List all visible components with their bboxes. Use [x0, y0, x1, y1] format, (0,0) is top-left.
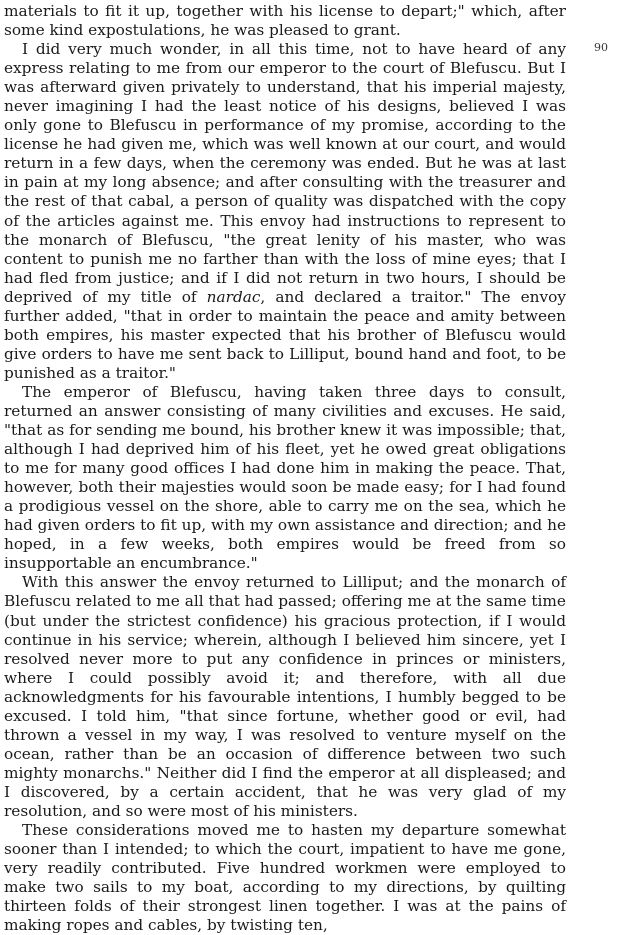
italic-term: nardac — [206, 287, 261, 306]
paragraph-text: I did very much wonder, in all this time, not to have heard of any express relating to me from our emperor to the court of Blefuscu. But I was afterward given privately to understand, that his imperial majesty, never imagining I had the least notice of his designs, believed I was only gone to Blefuscu in performance of my promise, according to the license he had given me, which was well known at our court, and would return in a few days, when the ceremony was ended. But he was at last in pain at my long absence; and after consulting with the treasurer and the rest of that cabal, a person of quality was dispatched with the copy of the articles against me. This envoy had instructions to represent to the monarch of Blefuscu, "the great lenity of his master, who was content to punish me no farther than with the loss of mine eyes; that I had fled from justice; and if I did not return in two hours, I should be deprived of my title of — [4, 40, 566, 306]
body-text — [4, 2, 566, 935]
paragraph-text: , and declared a traitor." The envoy further added, "that in order to maintain the peace and amity between both empires, his master expected that his brother of Blefuscu would give orders to have me sent back to Lilliput, bound hand and foot, to be punished as a traitor." — [4, 287, 566, 382]
page-number: 90 — [594, 41, 608, 54]
paragraph-envoy-express — [4, 40, 566, 383]
paragraph-emperor-answer: The emperor of Blefuscu, having taken three days to consult, returned an answer consisting of many civilities and excuses. He said, "that as for sending me bound, his brother knew it was impossible; that, although I had deprived him of his fleet, yet he owed great obligations to me for many good offices I had done him in making the peace. That, however, both their majesties would soon be made easy; for I had found a prodigious vessel on the shore, able to carry me on the sea, which he had given orders to fit up, with my own assistance and direction; and he hoped, in a few weeks, both empires would be freed from so insupportable an encumbrance." — [4, 382, 566, 573]
paragraph-continued: materials to fit it up, together with his license to depart;" which, after some kind expostulations, he was pleased to grant. — [4, 2, 566, 40]
paragraph-departure: These considerations moved me to hasten my departure somewhat sooner than I intended; to which the court, impatient to have me gone, very readily contributed. Five hundred workmen were employed to make two sails to my boat, according to my directions, by quilting thirteen folds of their strongest linen together. I was at the pains of making ropes and cables, by twisting ten, — [4, 821, 566, 935]
paragraph-envoy-return: With this answer the envoy returned to Lilliput; and the monarch of Blefuscu related to me all that had passed; offering me at the same time (but under the strictest confidence) his gracious protection, if I would continue in his service; wherein, although I believed him sincere, yet I resolved never more to put any confidence in princes or ministers, where I could possibly avoid it; and therefore, with all due acknowledgments for his favourable intentions, I humbly begged to be excused. I told him, "that since fortune, whether good or evil, had thrown a vessel in my way, I was resolved to venture myself on the ocean, rather than be an occasion of difference between two such mighty monarchs." Neither did I find the emperor at all displeased; and I discovered, by a certain accident, that he was very glad of my resolution, and so were most of his ministers. — [4, 573, 566, 820]
